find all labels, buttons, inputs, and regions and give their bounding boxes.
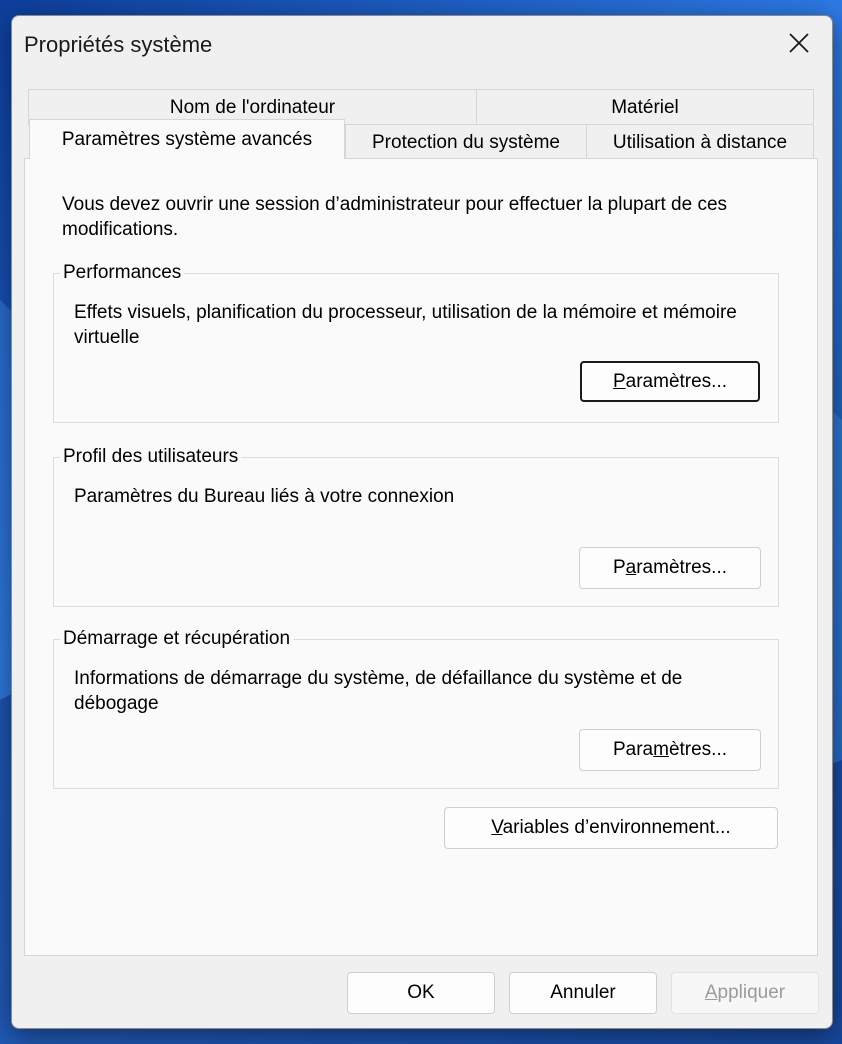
group-description: Paramètres du Bureau liés à votre connexion bbox=[74, 486, 455, 507]
admin-notice: Vous devez ouvrir une session d’administrateur pour effectuer la plupart de ces modifications. bbox=[62, 194, 728, 240]
group-startup-recovery bbox=[53, 628, 779, 789]
performance-settings-button[interactable]: Paramètres... bbox=[580, 361, 760, 402]
cancel-button[interactable]: Annuler bbox=[509, 972, 657, 1014]
group-description: Effets visuels, planification du processeur, utilisation de la mémoire et mémoire virtuelle bbox=[74, 302, 737, 348]
system-properties-dialog bbox=[11, 15, 833, 1029]
group-user-profiles bbox=[53, 446, 779, 607]
tab-label: Utilisation à distance bbox=[612, 132, 788, 153]
tab-system-protection[interactable] bbox=[345, 124, 587, 159]
window-title: Propriétés système bbox=[24, 32, 213, 57]
user-profiles-settings-button[interactable]: Paramètres... bbox=[579, 547, 761, 589]
close-button[interactable] bbox=[770, 16, 830, 72]
tab-label: Nom de l'ordinateur bbox=[169, 97, 336, 118]
close-icon bbox=[788, 32, 810, 54]
title-bar[interactable] bbox=[12, 16, 832, 74]
tab-hardware[interactable] bbox=[476, 89, 814, 125]
tab-label: Protection du système bbox=[372, 132, 560, 153]
group-description: Informations de démarrage du système, de défaillance du système et de débogage bbox=[74, 668, 683, 714]
group-title: Démarrage et récupération bbox=[60, 628, 293, 650]
tab-remote[interactable] bbox=[586, 124, 814, 159]
startup-recovery-settings-button[interactable]: Paramètres... bbox=[579, 729, 761, 771]
environment-variables-button[interactable]: Variables d’environnement... bbox=[444, 807, 778, 849]
apply-button[interactable]: Appliquer bbox=[671, 972, 819, 1014]
ok-button[interactable]: OK bbox=[347, 972, 495, 1014]
tab-label: Paramètres système avancés bbox=[61, 129, 313, 150]
tab-panel-advanced bbox=[24, 158, 818, 956]
group-performance bbox=[53, 262, 779, 423]
group-title: Profil des utilisateurs bbox=[60, 446, 241, 468]
tab-advanced-system-settings[interactable] bbox=[29, 119, 345, 159]
group-title: Performances bbox=[60, 262, 184, 284]
tab-label: Matériel bbox=[611, 97, 679, 118]
